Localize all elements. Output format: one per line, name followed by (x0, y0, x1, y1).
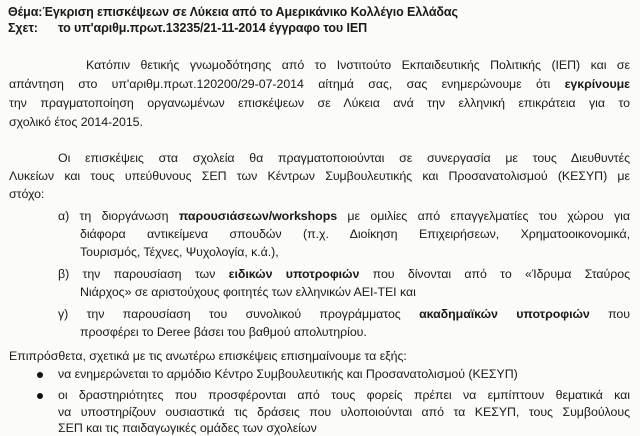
academic-scholarships-emphasis: ακαδημαϊκών υποτροφιών (419, 307, 590, 321)
para1-line2-text: απάντηση στο υπ'αριθμ.πρωτ.120200/29-07-2014 αίτημά σας, σας ενημερώνουμε ότι (9, 77, 565, 91)
item-a-line2: διάφορα αντικείμενα σπουδών (π.χ. Διοίκηση Επιχειρήσεων, Χρηματοοικονομικά, (80, 227, 630, 241)
para2-line3: στόχο: (9, 187, 45, 201)
para1-line3: την πραγματοποίηση οργανωμένων επισκέψεων σε Λύκεια ανά την ελληνική επικράτεια για το (9, 96, 630, 110)
item-c-suffix: που (589, 307, 630, 321)
approve-emphasis: εγκρίνουμε (564, 77, 630, 91)
para3-line1: Επιπρόσθετα, σχετικά με τις ανωτέρω επισκέψεις επισημαίνουμε τα εξής: (9, 349, 407, 363)
para2-line2: Λυκείων και τους υπεύθυνους ΣΕΠ των Κέντρων Συμβουλευτικής και Προσανατολισμού (ΚΕΣΥΠ) με (9, 169, 630, 183)
item-c-prefix: γ) την παρουσίαση του συνολικού προγράμματος (58, 307, 420, 321)
item-a-line3: Τουρισμός, Τέχνες, Ψυχολογία, κ.ά.), (80, 245, 279, 259)
item-b-line1 (58, 266, 630, 282)
subject-label: Θέμα: (8, 5, 43, 19)
item-a-prefix: α) τη διοργάνωση (58, 209, 179, 223)
item-b-suffix: που δίνονται από το «Ίδρυμα Σταύρος (359, 267, 630, 281)
bullet-2-line2: να υποστηρίζουν ουσιαστικά τις δράσεις που υλοποιούνται από τα ΚΕΣΥΠ, τους Συμβούλους (58, 405, 630, 419)
reference-text: το υπ'αριθμ.πρωτ.13235/21-11-2014 έγγραφο του ΙΕΠ (58, 21, 368, 35)
bullet-1-text: να ενημερώνεται το αρμόδιο Κέντρο Συμβουλευτικής και Προσανατολισμού (ΚΕΣΥΠ) (58, 367, 518, 381)
bullet-1-icon (37, 372, 43, 378)
para2-line1: Οι επισκέψεις στα σχολεία θα πραγματοποιούνται σε συνεργασία με τους Διευθυντές (58, 151, 630, 165)
item-b-line2: Νιάρχος» σε αριστούχους φοιτητές των ελληνικών ΑΕΙ-ΤΕΙ και (80, 285, 416, 299)
workshops-emphasis: παρουσιάσεων/workshops (178, 209, 338, 223)
para1-line2 (9, 76, 630, 92)
item-a-suffix: με ομιλίες από επαγγελματίες του χώρου για (337, 209, 630, 223)
reference-label: Σχετ: (8, 21, 38, 35)
special-scholarships-emphasis: ειδικών υποτροφιών (228, 267, 360, 281)
subject-line (8, 5, 458, 19)
item-a-line1 (58, 208, 630, 224)
reference-line (8, 21, 367, 35)
bullet-2-line3: ΣΕΠ και τις παιδαγωγικές ομάδες των σχολείων (58, 421, 317, 435)
item-b-prefix: β) την παρουσίαση των (58, 267, 229, 281)
bullet-2-line1: οι δραστηριότητες που προσφέρονται από τους φορείς πρέπει να εμπίπτουν θεματικά και (58, 388, 630, 402)
para1-line1: Κατόπιν θετικής γνωμοδότησης από το Ινστιτούτο Εκπαιδευτικής Πολιτικής (ΙΕΠ) και σε (86, 58, 630, 72)
para1-line4: σχολικό έτος 2014-2015. (9, 115, 143, 129)
subject-text: Έγκριση επισκέψεων σε Λύκεια από το Αμερικάνικο Κολλέγιο Ελλάδας (42, 5, 458, 19)
bullet-2-icon (37, 393, 43, 399)
item-c-line2: προσφέρει το Deree βάσει του βαθμού απολυτηρίου. (80, 325, 367, 339)
item-c-line1 (58, 306, 630, 322)
